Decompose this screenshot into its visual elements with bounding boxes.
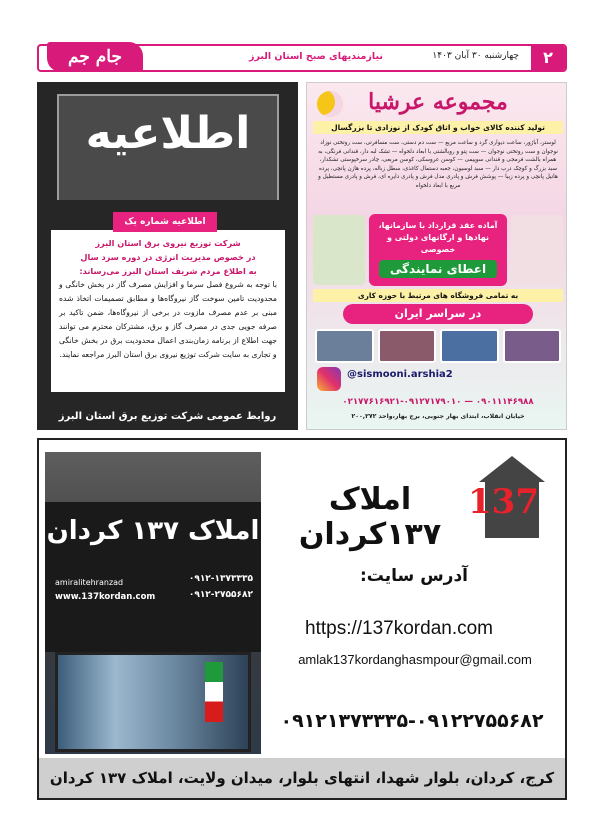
newspaper-tagline: نیازمندیهای صبح استان البرز <box>249 51 383 62</box>
site-address-label: آدرس سایت: <box>360 566 468 586</box>
notice-content <box>51 230 285 392</box>
page-number: ۲ <box>531 46 565 70</box>
amlak-name: املاک ۱۳۷کردان <box>298 482 442 552</box>
product-photo <box>313 215 365 285</box>
store-sign-phone: ۰۹۱۲-۱۳۷۳۳۳۵ <box>188 574 253 584</box>
arshia-agency-title: اعطای نمایندگی <box>379 260 497 278</box>
room-photo <box>378 329 437 363</box>
amlak-kordan-ad <box>37 438 567 800</box>
storefront-photo <box>45 452 261 754</box>
amlak-phones: ۰۹۱۲۱۳۷۳۳۳۵-۰۹۱۲۲۷۵۵۶۸۲ <box>280 710 544 732</box>
store-sign-handle: amiralitehranzad <box>55 578 124 587</box>
arshia-nationwide: در سراسر ایران <box>343 304 533 324</box>
notice-title-box <box>57 94 279 200</box>
store-sign-url: www.137kordan.com <box>55 592 156 602</box>
iran-flag-icon <box>205 662 223 722</box>
instagram-icon <box>317 367 341 391</box>
arshia-product-list: لوستر، آباژور، ساعت دیواری گرد و ساعت مربع — ست دم دستی، ست مسافرتی، ست روتختی نوزاد نوجوان و ست روتختی نوجوان — ست پتو و روبالشتی با ابعاد دلخواه — تشک لبه دار، قندانی فرنگی، به همراه بالشت فرمجی و قندانی سوپیمی — کوسن عروسکی، کوسن مربعی، چادر سرخپوستی تشکدار، سبد بزرگ و کوچک درب دار — سبد لوسیون، جعبه دستمال کاغذی، سطل زباله، پرده هازن پانچی، پرده هانیل پانچی و پرده زیبا — پوشش فرش و پادری مدل فرش و پادری دایره ای، فرش و پادری مستطیل و مربع با ابعاد دلخواه <box>318 140 558 189</box>
arshia-contract-text: آماده عقد قرارداد با سازمانها، نهادها و ارگانهای دولتی و خصوصی <box>378 221 498 254</box>
room-photos <box>315 329 561 363</box>
notice-line: شرکت توزیع نیروی برق استان البرز <box>95 238 241 248</box>
amlak-address: کرج، کردان، بلوار شهدا، انتهای بلوار، میدان ولایت، املاک ۱۳۷ کردان <box>39 758 565 798</box>
product-photo <box>511 215 563 285</box>
store-sign-phone: ۰۹۱۲-۲۷۵۵۶۸۲ <box>188 590 253 600</box>
room-photo <box>315 329 374 363</box>
amlak-email[interactable]: amlak137kordanghasmpour@gmail.com <box>298 652 532 667</box>
arshia-phones: ۰۹۰۱۱۱۴۶۹۸۸ — ۰۲۱۷۷۶۱۶۹۲۱-۰۹۱۲۷۱۷۹۰۱۰ <box>342 397 534 407</box>
store-sign-text: املاک ۱۳۷ کردان <box>46 516 260 546</box>
instagram-handle: @sismooni.arshia2 <box>347 369 453 380</box>
house-logo-icon <box>468 456 545 538</box>
notice-line: در خصوص مدیریت انرژی در دوره سرد سال <box>80 252 256 262</box>
issue-date: چهارشنبه ۳۰ آبان ۱۴۰۳ <box>432 51 519 61</box>
notice-footer: روابط عمومی شرکت توزیع برق استان البرز <box>58 411 277 422</box>
arshia-agency-text: به تمامی فروشگاه های مرتبط با حوزه کاری <box>313 289 563 302</box>
notice-big-title: اطلاعیه <box>85 108 251 159</box>
arshia-brand: مجموعه عرشیا <box>368 89 508 115</box>
notice-body: با توجه به شروع فصل سرما و افزایش مصرف گاز در بخش خانگی و محدودیت تامین سوخت گاز نیروگاه‌ها و مطابق تصمیمات اتخاذ شده مبنی بر عدم مصرف مازوت در برخی از نیروگاه‌ها، ضمن تاکید بر صرفه جویی جدی در مصرف گاز و برق، مشترکان محترم می توانند جهت اطلاع از برنامه زمان‌بندی اعمال محدودیت برق در بخش خانگی و تجاری به سایت شرکت توزیع نیروی برق استان البرز مراجعه نمایند. <box>59 280 277 359</box>
newspaper-logo: جام جم <box>47 42 143 72</box>
notice-line: به اطلاع مردم شریف استان البرز می‌رساند: <box>79 266 257 276</box>
logo-number: 137 <box>468 482 539 522</box>
newspaper-header <box>37 44 567 72</box>
arshia-address: خیابان انقلاب، ابتدای بهار جنوبی، برج بهار،واحد ۲۰۰,۲۷۲ <box>351 413 525 420</box>
arshia-description: تولید کننده کالای خواب و اتاق کودک از نوزادی تا بزرگسال <box>313 121 563 134</box>
electricity-notice-ad <box>37 82 298 430</box>
notice-number-badge: اطلاعیه شماره یک <box>113 212 217 232</box>
arshia-collection-ad <box>306 82 567 430</box>
room-photo <box>503 329 562 363</box>
amlak-website[interactable]: https://137kordan.com <box>305 618 493 639</box>
arshia-contract-box <box>369 214 507 286</box>
room-photo <box>440 329 499 363</box>
